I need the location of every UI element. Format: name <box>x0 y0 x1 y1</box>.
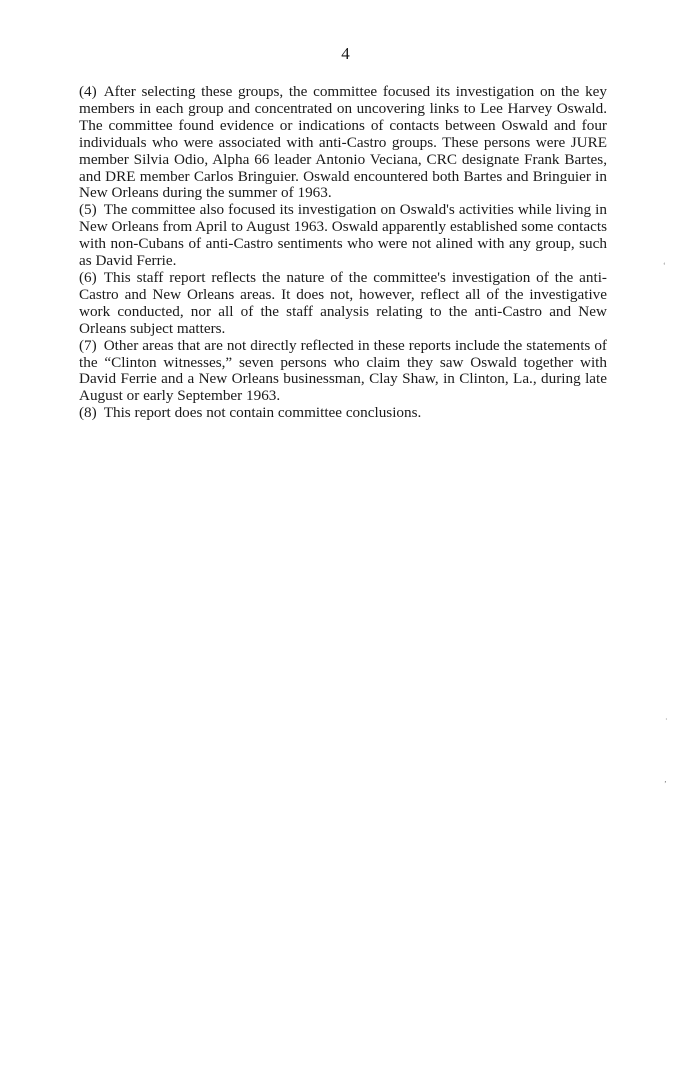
paragraph-text: After selecting these groups, the committee focused its investigation on the key members in each group and concentrated on uncovering links to Lee Harvey Oswald. The committee found evidence or indications of contacts between Oswald and four individuals who were associated with anti-Castro groups. These persons were JURE member Silvia Odio, Alpha 66 leader Antonio Veciana, CRC designate Frank Bartes, and DRE member Carlos Bringuier. Oswald encountered both Bartes and Bringuier in New Orleans during the summer of 1963. <box>79 83 607 202</box>
scan-speck: ‘ <box>663 261 666 270</box>
paragraph-6 <box>79 270 607 338</box>
paragraph-text: Other areas that are not directly reflected in these reports include the statements of the “Clinton witnesses,” seven persons who claim they saw Oswald together with David Ferrie and a New Orleans businessman, Clay Shaw, in Clinton, La., during late August or early September 1963. <box>79 336 607 405</box>
paragraph-number: (8) <box>79 404 97 422</box>
scan-speck: ‚ <box>664 775 667 784</box>
paragraph-text: The committee also focused its investigation on Oswald's activities while living in New Orleans from April to August 1963. Oswald apparently established some contacts with non-Cubans of anti-Castro sentiments who were not alined with any group, such as David Ferrie. <box>79 201 607 270</box>
paragraph-7 <box>79 338 607 406</box>
paragraph-5 <box>79 202 607 270</box>
report-body <box>79 84 607 422</box>
paragraph-text: This staff report reflects the nature of the committee's investigation of the anti-Castro and New Orleans areas. It does not, however, reflect all of the investigative work conducted, nor all of the staff analysis relating to the anti-Castro and New Orleans subject matters. <box>79 268 607 337</box>
paragraph-number: (7) <box>79 336 97 354</box>
paragraph-8 <box>79 405 607 422</box>
paragraph-number: (6) <box>79 268 97 286</box>
paragraph-number: (4) <box>79 83 97 100</box>
paragraph-text: This report does not contain committee conclusions. <box>103 404 422 422</box>
scan-speck: · <box>665 715 668 724</box>
paragraph-number: (5) <box>79 201 97 219</box>
paragraph-4 <box>79 84 607 202</box>
page-number: 4 <box>341 44 350 63</box>
